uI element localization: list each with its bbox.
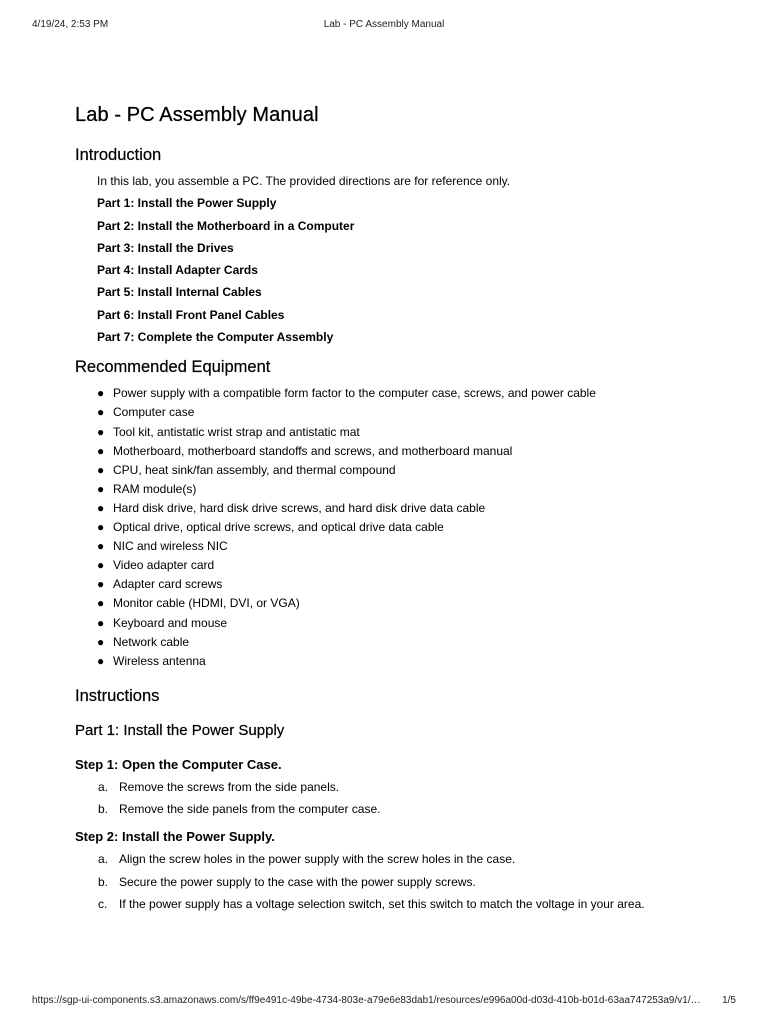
introduction-section [75, 144, 715, 348]
page-number: 1/5 [722, 995, 736, 1006]
bullet-icon: ● [97, 596, 105, 611]
step-item-marker: b. [98, 874, 109, 889]
equipment-item [97, 537, 715, 556]
equipment-item-text: Wireless antenna [113, 653, 206, 668]
introduction-body [97, 170, 715, 348]
bullet-icon: ● [97, 462, 105, 477]
equipment-item [97, 480, 715, 499]
bullet-icon: ● [97, 520, 105, 535]
part-item: Part 6: Install Front Panel Cables [97, 307, 285, 322]
equipment-item [97, 633, 715, 652]
equipment-heading: Recommended Equipment [75, 358, 271, 377]
step-item-text: Secure the power supply to the case with the power supply screws. [119, 874, 476, 889]
equipment-item-text: Tool kit, antistatic wrist strap and antistatic mat [113, 424, 360, 439]
equipment-item [97, 556, 715, 575]
part-item: Part 3: Install the Drives [97, 240, 234, 255]
document-body [75, 100, 715, 915]
bullet-icon: ● [97, 500, 105, 515]
equipment-item-text: Hard disk drive, hard disk drive screws, and hard disk drive data cable [113, 500, 486, 515]
bullet-icon: ● [97, 653, 105, 668]
step-item-text: Align the screw holes in the power supply with the screw holes in the case. [119, 852, 516, 867]
equipment-item-text: Monitor cable (HDMI, DVI, or VGA) [113, 596, 300, 611]
step-item [98, 893, 715, 915]
print-datetime: 4/19/24, 2:53 PM [32, 19, 109, 30]
equipment-section [75, 356, 715, 670]
step-item [98, 798, 715, 820]
equipment-item-text: Video adapter card [113, 558, 215, 573]
bullet-icon: ● [97, 443, 105, 458]
bullet-icon: ● [97, 424, 105, 439]
equipment-item [97, 614, 715, 633]
step-heading: Step 1: Open the Computer Case. [75, 756, 282, 772]
equipment-item-text: Computer case [113, 405, 195, 420]
step-1-list [98, 776, 715, 821]
print-footer [0, 995, 768, 1009]
page-title: Lab - PC Assembly Manual [75, 104, 319, 126]
step-item-text: Remove the screws from the side panels. [119, 779, 340, 794]
step-item [98, 776, 715, 798]
equipment-item [97, 403, 715, 422]
bullet-icon: ● [97, 634, 105, 649]
equipment-list [97, 384, 715, 670]
bullet-icon: ● [97, 386, 105, 401]
equipment-item [97, 594, 715, 613]
step-item [98, 871, 715, 893]
bullet-icon: ● [97, 615, 105, 630]
equipment-item-text: Power supply with a compatible form factor to the computer case, screws, and power cable [113, 386, 596, 401]
bullet-icon: ● [97, 539, 105, 554]
step-2-list [98, 848, 715, 915]
equipment-item [97, 442, 715, 461]
equipment-item-text: NIC and wireless NIC [113, 539, 228, 554]
step-item-marker: c. [98, 896, 108, 911]
part-item: Part 1: Install the Power Supply [97, 196, 277, 211]
parts-list [97, 192, 715, 348]
step-item-marker: b. [98, 802, 109, 817]
equipment-item-text: Optical drive, optical drive screws, and optical drive data cable [113, 520, 444, 535]
step-item-text: Remove the side panels from the computer case. [119, 802, 381, 817]
bullet-icon: ● [97, 405, 105, 420]
bullet-icon: ● [97, 558, 105, 573]
print-title: Lab - PC Assembly Manual [323, 19, 445, 30]
equipment-item-text: Network cable [113, 634, 190, 649]
equipment-item [97, 652, 715, 671]
equipment-item [97, 384, 715, 403]
instructions-section [75, 685, 715, 915]
step-item-marker: a. [98, 779, 109, 794]
equipment-item-text: CPU, heat sink/fan assembly, and thermal compound [113, 462, 396, 477]
part-heading: Part 1: Install the Power Supply [75, 721, 285, 739]
instructions-heading: Instructions [75, 686, 160, 705]
part-item: Part 2: Install the Motherboard in a Computer [97, 218, 355, 233]
equipment-item [97, 423, 715, 442]
part-item: Part 5: Install Internal Cables [97, 285, 262, 300]
step-item-text: If the power supply has a voltage selection switch, set this switch to match the voltage in your area. [119, 896, 645, 911]
step-heading: Step 2: Install the Power Supply. [75, 829, 275, 845]
part-item: Part 7: Complete the Computer Assembly [97, 330, 334, 345]
print-url: https://sgp-ui-components.s3.amazonaws.com/s/ff9e491c-49be-4734-803e-a79e6e83dab1/resources/e996a00d-d03d-410b-b01d-63aa747253a9/v1/… [32, 995, 701, 1006]
introduction-heading: Introduction [75, 146, 162, 164]
equipment-item [97, 499, 715, 518]
step-item [98, 848, 715, 870]
equipment-item-text: RAM module(s) [113, 481, 197, 496]
equipment-item [97, 518, 715, 537]
step-item-marker: a. [98, 852, 109, 867]
equipment-item-text: Motherboard, motherboard standoffs and screws, and motherboard manual [113, 443, 513, 458]
part-item: Part 4: Install Adapter Cards [97, 263, 258, 278]
equipment-item [97, 575, 715, 594]
equipment-item [97, 461, 715, 480]
bullet-icon: ● [97, 577, 105, 592]
print-header [0, 19, 768, 33]
bullet-icon: ● [97, 481, 105, 496]
equipment-item-text: Keyboard and mouse [113, 615, 228, 630]
equipment-item-text: Adapter card screws [113, 577, 223, 592]
introduction-text: In this lab, you assemble a PC. The provided directions are for reference only. [97, 174, 511, 188]
